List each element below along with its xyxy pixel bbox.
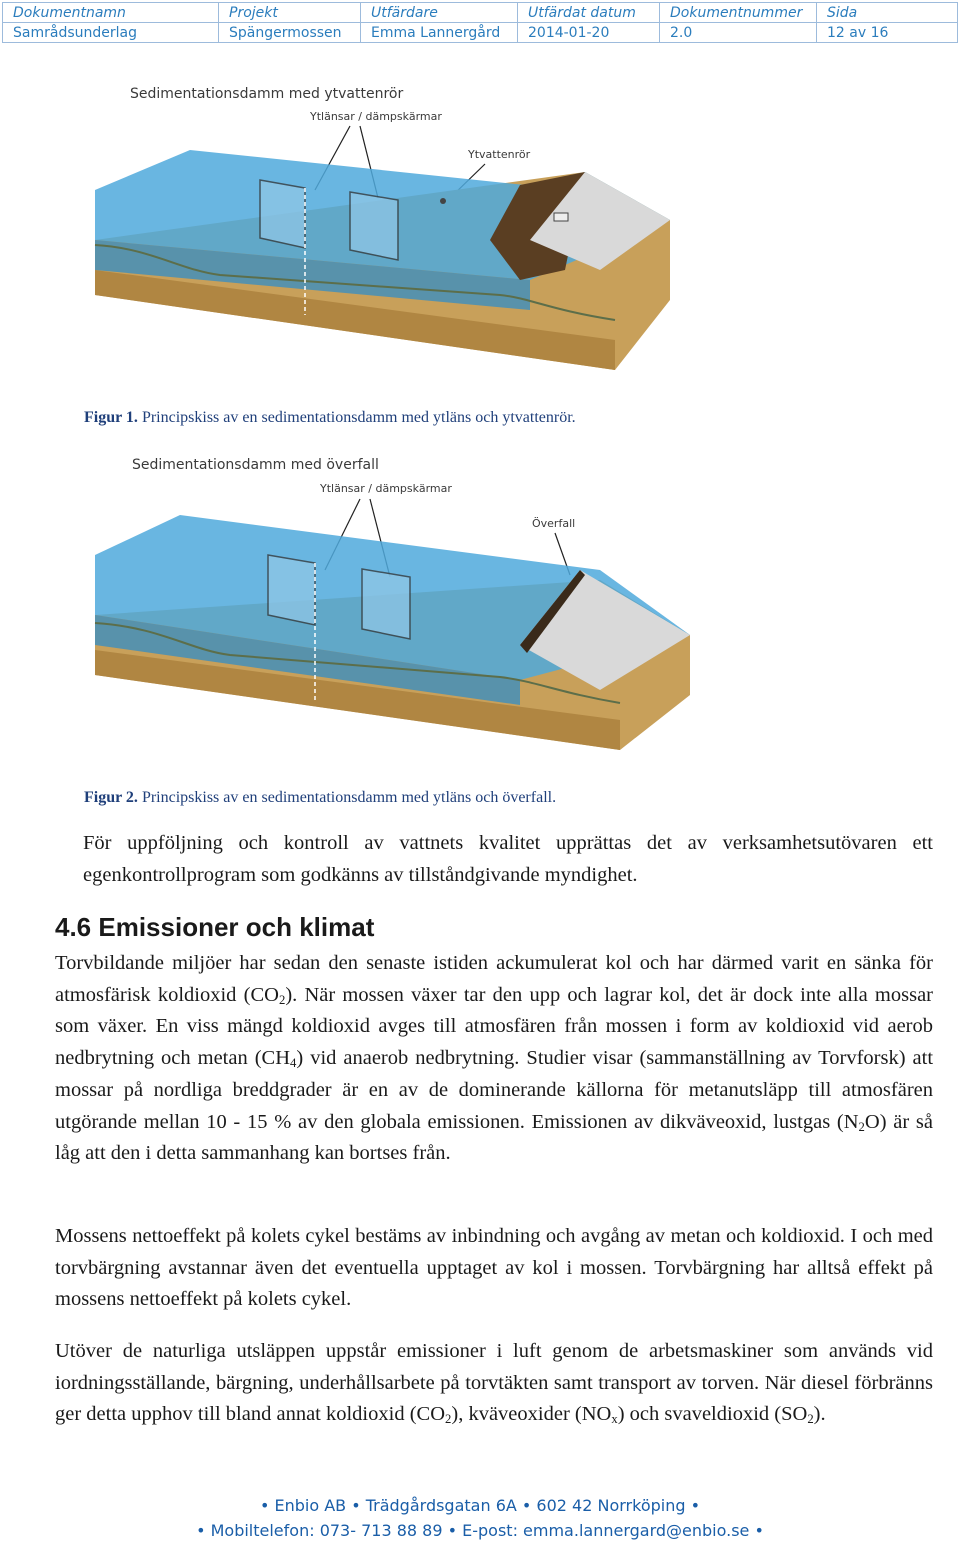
header-value-document-name: Samrådsunderlag [3,23,219,43]
figure-1-baffle-2 [350,192,398,260]
p3-part-e: ). [813,1403,826,1426]
figure-1-caption-text: Principskiss av en sedimentationsdamm med ytläns och ytvattenrör. [137,409,576,426]
header-value-project: Spängermossen [219,23,361,43]
figure-1-title: Sedimentationsdamm med ytvattenrör [130,86,404,102]
header-label-row [3,3,958,23]
figure-2-caption-prefix: Figur 2. [84,789,138,806]
header-value-page: 12 av 16 [817,23,958,43]
figure-2-outlet-label: Överfall [532,517,576,530]
p1-part-c: ) vid anaerob nedbrytning. Studier visar (sammanställning av Torvforsk) att mossar på nordliga breddgrader är en av de dominerande källorna för metanutsläpp till atmosfären utgörande mellan 10 - 15 % av den globala emissionen. Emissionen av dikväveoxid, lustgas (N [55,1047,934,1133]
header-label-page: Sida [817,3,958,23]
figure-2-baffle-label: Ytlänsar / dämpskärmar [320,482,452,495]
p3-part-a: Utöver de naturliga utsläppen uppstår emissioner i luft genom de arbetsmaskiner som används vid iordningsställande, bärgning, underhållsarbete på torvtäkten samt transport av torven. När diesel förbränns ger detta upphov till bland annat koldioxid (CO [55,1340,933,1426]
so2-subscript: 2 [807,1412,814,1427]
header-label-issue-date: Utfärdat datum [518,3,660,23]
figure-1-illustration [80,70,680,380]
n2o-subscript: 2 [858,1119,865,1134]
figure-1-surface-pipe [554,213,568,221]
header-value-issue-date: 2014-01-20 [518,23,660,43]
p3-part-c: kväveoxider (NO [463,1403,612,1426]
document-header-table [2,2,958,43]
figure-1-caption-prefix: Figur 1. [84,409,138,426]
figure-2-title: Sedimentationsdamm med överfall [132,457,379,473]
p3-part-b: ), [451,1403,464,1426]
p1-part-d: O) är så låg att den i detta sammanhang kan bortses från. [55,1110,933,1165]
co2-subscript: 2 [278,992,286,1007]
p1-part-a: Torvbildande miljöer har sedan den senaste istiden ackumulerat kol och har därmed varit en sänka för atmosfärisk koldioxid (CO [55,952,933,1006]
figure-2-caption [84,789,556,807]
header-value-document-number: 2.0 [660,23,817,43]
section-paragraph-2: Mossens nettoeffekt på kolets cykel bestäms av inbindning och avgång av metan och koldioxid. I och med torvbärgning avstannar även det eventuella upptaget av kol i mossen. Torvbärgning har alltså effekt på mossens nettoeffekt på kolets cykel. [55,1225,933,1311]
figure-2-caption-text: Principskiss av en sedimentationsdamm med ytläns och överfall. [137,789,557,806]
ch4-subscript: 4 [290,1056,297,1071]
header-label-project: Projekt [219,3,361,23]
section-heading: 4.6 Emissioner och klimat [55,912,375,942]
section-paragraph-3 [55,1336,933,1431]
header-value-row [3,23,958,43]
figure-1-baffle-label: Ytlänsar / dämpskärmar [310,110,442,123]
intro-paragraph: För uppföljning och kontroll av vattnets kvalitet upprättas det av verksamhetsutövaren ett egenkontrollprogram som godkänns av tillståndgivande myndighet. [83,832,933,886]
figure-2-baffle-1 [268,555,315,625]
header-label-issuer: Utfärdare [361,3,518,23]
p3-part-d: ) och svaveldioxid (SO [617,1403,808,1426]
figure-2-baffle-2 [362,569,410,639]
figure-1-caption [84,409,576,427]
footer-address: • Enbio AB • Trädgårdsgatan 6A • 602 42 Norrköping • [259,1496,701,1515]
header-label-document-number: Dokumentnummer [660,3,817,23]
figure-1-baffle-1 [260,180,305,248]
section-paragraph-1 [55,948,933,1170]
nox-subscript: x [611,1412,618,1427]
header-label-document-name: Dokumentnamn [3,3,219,23]
figure-2-illustration [80,445,700,755]
co2-subscript-2: 2 [445,1412,452,1427]
figure-1-pipe-inlet [440,198,446,204]
footer-contact: • Mobiltelefon: 073- 713 88 89 • E-post: emma.lannergard@enbio.se • [196,1521,764,1540]
p1-part-b: ). När mossen växer tar den upp och lagrar kol, det är dock inte alla mossar som växer. En viss mängd koldioxid avges till atmosfären från mossen i form av koldioxid vid aerob nedbrytning och metan (CH [55,983,933,1070]
figure-1-outlet-label: Ytvattenrör [468,148,531,161]
header-value-issuer: Emma Lannergård [361,23,518,43]
